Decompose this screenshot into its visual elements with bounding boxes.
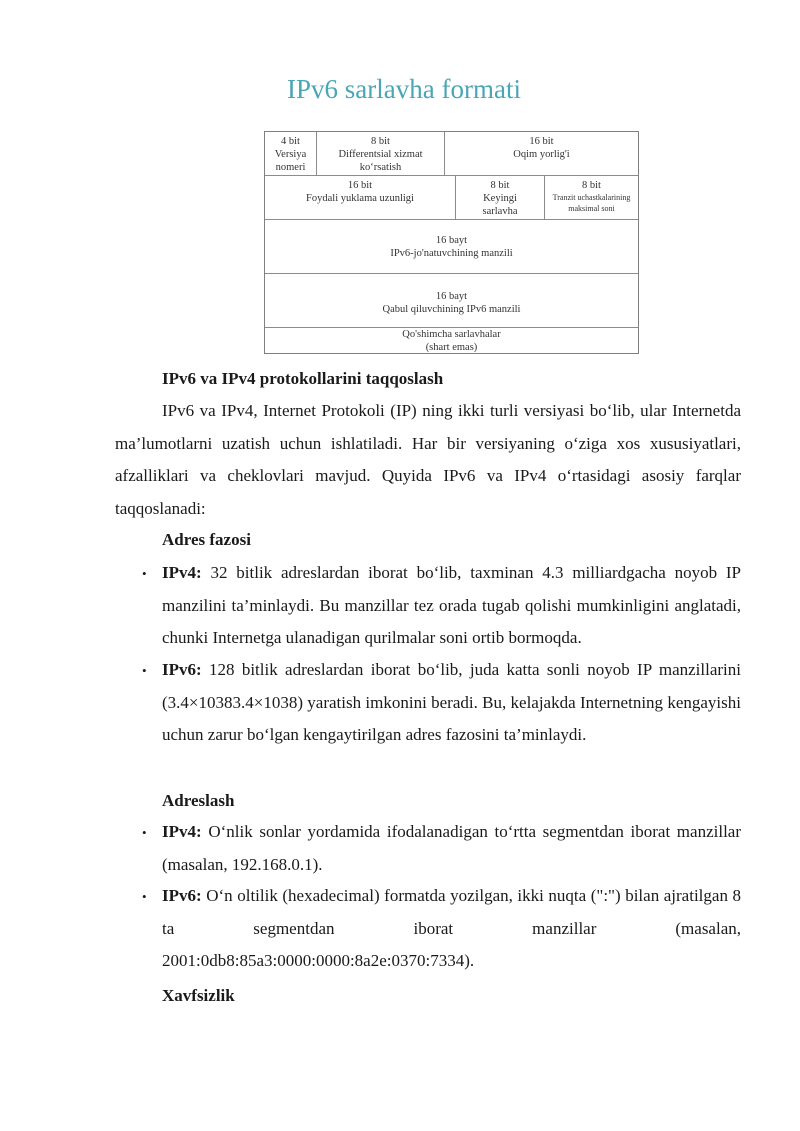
section-title: IPv6 va IPv4 protokollarini taqqoslash xyxy=(162,369,444,388)
bullet-icon: • xyxy=(142,566,147,581)
list-item-ipv6-addressing xyxy=(115,880,741,978)
cell-diffserv-name2: ko‘rsatish xyxy=(359,162,402,173)
cell-extension-headers xyxy=(265,328,638,353)
cell-version-bits: 4 bit xyxy=(281,136,300,147)
cell-version xyxy=(265,132,317,176)
cell-flow-label xyxy=(445,132,638,176)
list-item-ipv4-address-space xyxy=(115,557,741,655)
cell-source-address xyxy=(265,220,638,274)
ipv6-header-diagram xyxy=(264,131,639,354)
cell-dst-bytes: 16 bayt xyxy=(435,291,468,302)
cell-payload-name: Foydali yuklama uzunligi xyxy=(306,193,414,204)
heading-security: Xavfsizlik xyxy=(162,986,235,1005)
figure-title: IPv6 sarlavha formati xyxy=(287,74,521,104)
cell-next-bits: 8 bit xyxy=(490,180,510,191)
cell-payload-length xyxy=(265,176,456,220)
intro-paragraph: IPv6 va IPv4, Internet Protokoli (IP) ning ikki turli versiyasi bo‘lib, ular Internetda ma’lumotlarni uzatish uchun ishlatiladi. Har bir versiyaning o‘ziga xos xususiyatlari, afzalliklari va cheklovlari mavjud. Quyida IPv6 va IPv4 o‘rtasidagi asosiy farqlar taqqoslanadi: xyxy=(115,401,741,518)
cell-next-header xyxy=(456,176,545,220)
bullet-icon: • xyxy=(142,889,147,904)
cell-src-name: IPv6-jo'natuvchining manzili xyxy=(390,248,513,259)
cell-next-name: Keyingi xyxy=(483,193,517,204)
cell-hop-bits: 8 bit xyxy=(582,180,601,191)
cell-hop-name: Tranzit uchastkalarining xyxy=(552,193,631,202)
list-item-label: IPv4: xyxy=(162,563,202,582)
cell-flow-name: Oqim yorlig'i xyxy=(513,149,570,160)
cell-ext-name: Qo'shimcha sarlavhalar xyxy=(402,329,501,340)
list-item-label: IPv6: xyxy=(162,660,202,679)
list-item-text: 32 bitlik adreslardan iborat bo‘lib, taxminan 4.3 milliardgacha noyob IP manzilini ta’minlaydi. Bu manzillar tez orada tugab qolishi mumkinligini anglatadi, chunki Internetga ulanadigan qurilmalar soni ortib bormoqda. xyxy=(162,563,742,647)
cell-destination-address xyxy=(265,274,638,328)
bullet-icon: • xyxy=(142,663,147,678)
cell-diffserv-bits: 8 bit xyxy=(371,136,390,147)
cell-hop-limit xyxy=(545,176,638,220)
cell-ext-note: (shart emas) xyxy=(425,342,478,353)
cell-payload-bits: 16 bit xyxy=(347,180,373,191)
cell-diffserv-name: Differentsial xizmat xyxy=(338,149,423,160)
list-item-ipv6-address-space xyxy=(115,654,741,752)
cell-diffserv xyxy=(317,132,445,176)
cell-version-name2: nomeri xyxy=(275,162,306,173)
heading-addressing: Adreslash xyxy=(162,791,235,810)
cell-flow-bits: 16 bit xyxy=(529,136,554,147)
cell-src-bytes: 16 bayt xyxy=(435,235,468,246)
list-item-label: IPv4: xyxy=(162,822,202,841)
heading-address-space: Adres fazosi xyxy=(162,530,251,549)
cell-hop-name2: maksimal soni xyxy=(568,204,615,213)
cell-dst-name: Qabul qiluvchining IPv6 manzili xyxy=(382,304,521,315)
list-item-label: IPv6: xyxy=(162,886,202,905)
list-item-text: 128 bitlik adreslardan iborat bo‘lib, juda katta sonli noyob IP manzillarini (3.4×10383.4×1038) yaratish imkonini beradi. Bu, kelajakda Internetning kengayishi uchun zarur bo‘lgan kengaytirilgan adres fazosini ta’minlaydi. xyxy=(162,660,742,744)
list-item-ipv4-addressing xyxy=(115,816,741,881)
cell-next-name2: sarlavha xyxy=(482,206,518,217)
bullet-icon: • xyxy=(142,825,147,840)
list-item-text: O‘n oltilik (hexadecimal) formatda yozilgan, ikki nuqta (":") bilan ajratilgan 8 ta segmentdan iborat manzillar (masalan, 2001:0db8:85a3:0000:0000:8a2e:0370:7334). xyxy=(162,886,741,970)
cell-version-name: Versiya xyxy=(274,149,307,160)
list-item-text: O‘nlik sonlar yordamida ifodalanadigan to‘rtta segmentdan iborat manzillar (masalan, 192.168.0.1). xyxy=(162,822,742,874)
